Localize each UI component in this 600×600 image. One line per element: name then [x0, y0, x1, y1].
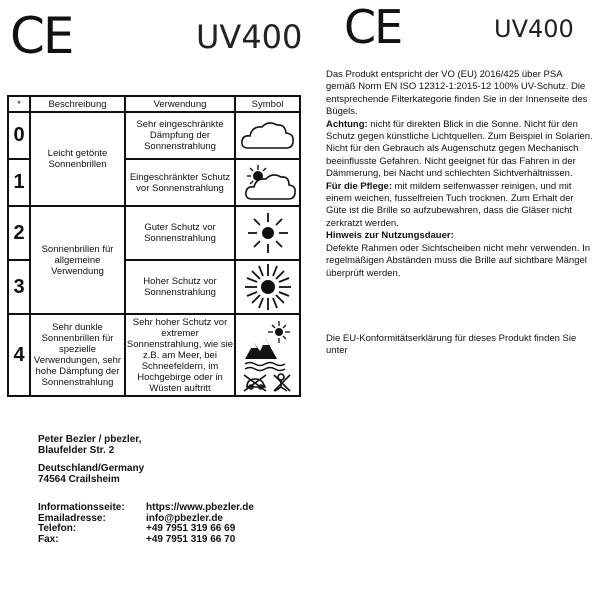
- usage-text: Hoher Schutz vor Sonnenstrahlung: [125, 260, 235, 314]
- extreme-sun-mountains-no-driving-icon: [241, 317, 295, 393]
- care-label: Für die Pflege:: [326, 180, 392, 192]
- address-block: [38, 434, 144, 485]
- uv400-label-left: UV400: [196, 18, 303, 56]
- ce-mark-left: CE: [10, 7, 73, 65]
- description-general-use: Sonnenbrillen für allgemeine Verwendung: [30, 206, 125, 314]
- usage-text: Eingeschränkter Schutz vor Sonnenstrahlung: [125, 159, 235, 206]
- filter-category-table: [7, 95, 301, 397]
- address-street: Blaufelder Str. 2: [38, 445, 115, 456]
- conformity-intro: Das Produkt entspricht der VO (EU) 2016/425 über PSA gemäß Norm EN ISO 12312-1:2015-12 100% UV-Schutz. Die entsprechende Filterkategorie finden Sie in der Innenseite des Bügels.: [326, 69, 588, 118]
- fax-value: +49 7951 319 66 70: [146, 533, 236, 545]
- warning-text: nicht für direkten Blick in die Sonne. Nicht für den Schutz gegen künstliche Lichtquellen. Zum Beispiel in Solarien. Nicht für den Gebrauch als Augenschutz gegen Mechanisch beeinflusste Gefahren. Nicht geeignet für das Fahren in der Dämmerung, bei Nacht und schlechten Sichtverhältnissen.: [326, 118, 593, 180]
- address-city: 74564 Crailsheim: [38, 474, 120, 485]
- table-row: [8, 206, 300, 260]
- symbol-cell: [235, 159, 300, 206]
- strong-sun-icon: [242, 262, 294, 312]
- uv400-label-right: UV400: [494, 15, 574, 43]
- header-description: Beschreibung: [30, 96, 125, 112]
- contact-label: Telefon:: [38, 523, 77, 534]
- contact-label: Emailadresse:: [38, 512, 106, 524]
- ce-mark-right: CE: [344, 0, 402, 54]
- contact-label: Informationsseite:: [38, 502, 125, 513]
- warning-label: Achtung:: [326, 118, 368, 130]
- description-very-dark: Sehr dunkle Sonnenbrillen für spezielle Verwendungen, sehr hohe Dämpfung der Sonnenstrahlung: [30, 314, 125, 396]
- usage-text: Guter Schutz vor Sonnenstrahlung: [125, 206, 235, 260]
- contact-label: Fax:: [38, 533, 59, 545]
- care-text: mit mildem seifenwasser reinigen, und mit einem weichen, fusselfreien Tuch trocknen. Zum Erhalt der Güte ist die Brille so aufzubewahren, dass die Gläser nicht zerkratzt werden.: [326, 180, 574, 229]
- category-number: 0: [8, 112, 30, 159]
- address-country: Deutschland/Germany: [38, 463, 145, 474]
- category-number: 1: [8, 159, 30, 206]
- email-link[interactable]: info@pbezler.de: [146, 512, 223, 524]
- symbol-cell: [235, 206, 300, 260]
- care-paragraph: [326, 181, 594, 231]
- sun-icon: [243, 210, 293, 256]
- address-name: Peter Bezler / pbezler,: [38, 434, 142, 445]
- life-label: Hinweis zur Nutzungsdauer:: [326, 230, 454, 242]
- phone-value: +49 7951 319 66 69: [146, 523, 236, 534]
- website-link[interactable]: https://www.pbezler.de: [146, 502, 254, 513]
- header-symbol: Symbol: [235, 96, 300, 112]
- warning-paragraph: [326, 119, 594, 181]
- symbol-cell: [235, 314, 300, 396]
- category-number: 3: [8, 260, 30, 314]
- conformity-note: Die EU-Konformitätserklärung für dieses Produkt finden Sie unter: [326, 333, 577, 357]
- symbol-cell: [235, 260, 300, 314]
- contact-row-fax: [38, 535, 254, 546]
- life-text: Defekte Rahmen oder Sichtscheiben nicht mehr verwenden. In regelmäßigen Abständen muss die Brille auf sichtbare Mängel überprüft werden.: [326, 242, 591, 279]
- sun-behind-cloud-icon: [238, 163, 298, 203]
- table-row: [8, 112, 300, 159]
- category-number: 2: [8, 206, 30, 260]
- description-light-tint: Leicht getönte Sonnenbrillen: [30, 112, 125, 206]
- usage-text: Sehr hoher Schutz vor extremer Sonnenstrahlung, wie sie z.B. am Meer, bei Schneefeldern, im Hochgebirge oder in Wüsten auftritt: [125, 314, 235, 396]
- table-header-row: [8, 96, 300, 112]
- header-category: *: [8, 96, 30, 112]
- symbol-cell: [235, 112, 300, 159]
- product-info-text: [326, 69, 594, 280]
- table-row: [8, 314, 300, 396]
- cloud-icon: [238, 116, 298, 156]
- header-usage: Verwendung: [125, 96, 235, 112]
- contact-block: [38, 503, 254, 545]
- category-number: 4: [8, 314, 30, 396]
- usage-text: Sehr eingeschränkte Dämpfung der Sonnenstrahlung: [125, 112, 235, 159]
